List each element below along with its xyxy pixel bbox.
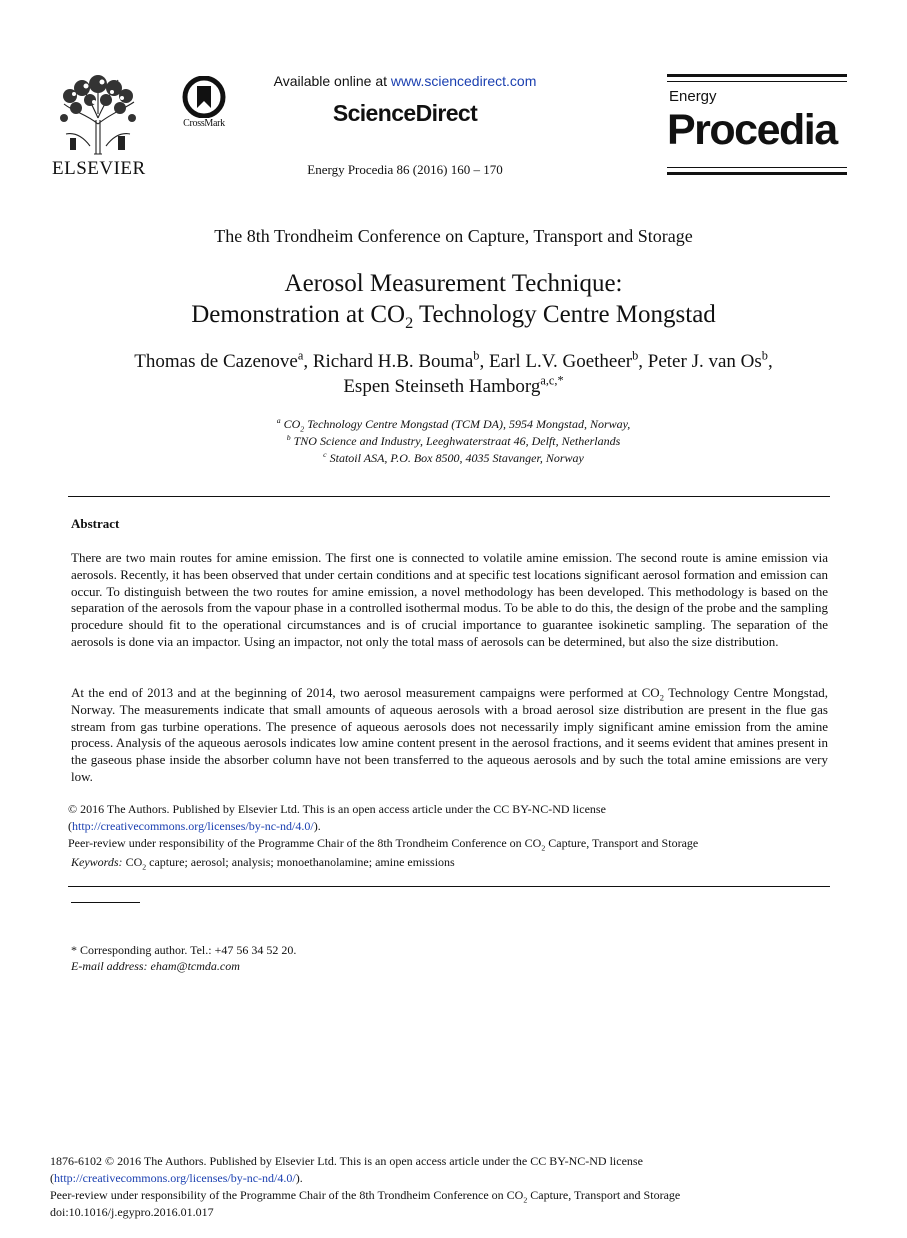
- abstract-p2-subscript: 2: [659, 692, 664, 703]
- section-divider: [68, 886, 830, 887]
- affil-subscript: 2: [300, 424, 305, 434]
- corresponding-author: [71, 942, 296, 974]
- author-name: Espen Steinseth Hamborg: [343, 376, 541, 397]
- abstract-paragraph-1: There are two main routes for amine emission. The first one is connected to volatile amine emission. The second route is amine emission via aerosols. Recently, it has been observed that under certain conditions and at specific test locations significant aerosol formation and emission can occur. To distinguish between the two routes for amine emission, a novel methodology has been developed. This methodology is based on the separation of the aerosols from the vapour phase in a controlled isothermal modus. To be able to do this, the design of the probe and the sampling procedure should fit to the operational circumstances and is of crucial importance to guarantee isokinetic sampling. The separation of the aerosols is done via an impactor. Using an impactor, not only the total mass of aerosols can be determined, but also the size distribution.: [71, 550, 828, 649]
- author-sep: ,: [479, 351, 489, 372]
- affiliation-a: [0, 416, 907, 433]
- available-prefix: Available online at: [273, 73, 391, 89]
- procedia-energy-label: Energy: [669, 88, 717, 105]
- peer-review-pre: Peer-review under responsibility of the Programme Chair of the 8th Trondheim Conference on CO: [68, 836, 542, 850]
- procedia-wordmark: Procedia: [667, 106, 837, 154]
- footer-license-link[interactable]: http://creativecommons.org/licenses/by-nc-nd/4.0/: [54, 1171, 296, 1185]
- footer-peer-review-post: Capture, Transport and Storage: [527, 1188, 681, 1202]
- author-affil-mark: a: [297, 348, 304, 363]
- keywords-label: Keywords:: [71, 855, 123, 869]
- title-line-1: Aerosol Measurement Technique:: [284, 270, 623, 297]
- license-line-2: [68, 818, 838, 835]
- footer-line-3: [50, 1187, 850, 1204]
- author-affil-mark: b: [632, 348, 639, 363]
- logo-rule-bottom: [667, 172, 847, 175]
- email-line: [71, 958, 296, 974]
- logo-rule-bottom-thin: [667, 167, 847, 168]
- affil-mark: a: [276, 416, 281, 425]
- conference-name: The 8th Trondheim Conference on Capture, Transport and Storage: [214, 226, 693, 246]
- affil-text: Statoil ASA, P.O. Box 8500, 4035 Stavanger, Norway: [326, 451, 584, 465]
- footer-subscript: 2: [523, 1195, 528, 1205]
- affil-mark: b: [286, 433, 291, 442]
- crossmark-icon: [176, 76, 232, 118]
- license-line-1: © 2016 The Authors. Published by Elsevier Ltd. This is an open access article under the CC BY-NC-ND license: [68, 802, 606, 816]
- email-label: E-mail address:: [71, 959, 148, 973]
- section-divider: [68, 496, 830, 497]
- keywords: [71, 855, 831, 870]
- license-paren-close: ).: [313, 819, 321, 833]
- license-link[interactable]: http://creativecommons.org/licenses/by-nc-nd/4.0/: [72, 819, 314, 833]
- corresponding-star: *: [557, 373, 564, 388]
- authors-line-2: [0, 374, 907, 399]
- license-paren-open: (: [68, 819, 72, 833]
- footnote-divider: [71, 902, 140, 903]
- footer-peer-review-pre: Peer-review under responsibility of the Programme Chair of the 8th Trondheim Conference on CO: [50, 1188, 524, 1202]
- footer-line-1: 1876-6102 © 2016 The Authors. Published by Elsevier Ltd. This is an open access article under the CC BY-NC-ND license: [50, 1154, 643, 1168]
- author-affil-mark: [540, 374, 563, 388]
- crossmark-label: CrossMark: [183, 118, 225, 129]
- title-subscript: 2: [405, 314, 414, 332]
- author-name: Peter J. van Os: [647, 351, 762, 372]
- sciencedirect-logo: ScienceDirect: [332, 100, 478, 126]
- author-list: [0, 349, 907, 399]
- paper-title: [0, 268, 907, 330]
- footer-doi[interactable]: doi:10.1016/j.egypro.2016.01.017: [50, 1205, 214, 1219]
- keywords-subscript: 2: [142, 862, 147, 872]
- footer-paren-open: (: [50, 1171, 54, 1185]
- license-block: [68, 801, 838, 852]
- sciencedirect-link[interactable]: www.sciencedirect.com: [390, 73, 537, 89]
- page-footer: [50, 1153, 850, 1221]
- footer-paren-close: ).: [295, 1171, 303, 1185]
- elsevier-logo: [52, 74, 144, 178]
- affiliation-c: [0, 450, 907, 467]
- affil-text: TNO Science and Industry, Leeghwaterstraat 46, Delft, Netherlands: [290, 434, 621, 448]
- energy-procedia-logo: [667, 74, 847, 178]
- abstract-heading: Abstract: [71, 516, 120, 531]
- crossmark-badge[interactable]: [176, 76, 232, 134]
- affil-mark: c: [323, 450, 327, 459]
- peer-review-subscript: 2: [541, 843, 546, 853]
- peer-review-post: Capture, Transport and Storage: [545, 836, 699, 850]
- author-name: Thomas de Cazenove: [134, 351, 298, 372]
- keywords-post: capture; aerosol; analysis; monoethanolamine; amine emissions: [146, 855, 455, 869]
- logo-rule-top-thin: [667, 81, 847, 82]
- authors-line-1: [0, 349, 907, 374]
- title-line-2-pre: Demonstration at CO: [191, 301, 406, 328]
- author-name: Earl L.V. Goetheer: [488, 351, 633, 372]
- elsevier-tree-icon: [56, 74, 140, 156]
- abstract-paragraph-2: [71, 685, 828, 786]
- email-address[interactable]: eham@tcmda.com: [147, 959, 240, 973]
- affil-text: Technology Centre Mongstad (TCM DA), 5954 Mongstad, Norway,: [304, 417, 631, 431]
- affiliations: [0, 416, 907, 467]
- footer-line-2: [50, 1170, 850, 1187]
- author-affil-letters: a,c,: [540, 373, 558, 388]
- journal-reference: Energy Procedia 86 (2016) 160 – 170: [307, 162, 503, 177]
- abstract-p2-post: Technology Centre Mongstad, Norway. The measurements indicate that small amounts of aqueous aerosols with a broad aerosol size distribution are present in the flue gas stream from gas turbine operations. The presence of aqueous aerosols does not necessarily imply significant amine emission from the amine process. Analysis of the aqueous aerosols indicates low amine content present in the aerosol fractions, and it seems evident that amines present in the gaseous phase inside the absorber column have not been transferred to the aqueous aerosols and by such the total amine emissions are very low.: [71, 685, 828, 784]
- logo-rule-top: [667, 74, 847, 77]
- author-name: Richard H.B. Bouma: [312, 351, 474, 372]
- abstract-p2-pre: At the end of 2013 and at the beginning of 2014, two aerosol measurement campaigns were performed at CO: [71, 685, 660, 700]
- available-online: [230, 73, 580, 89]
- corresponding-line: * Corresponding author. Tel.: +47 56 34 52 20.: [71, 943, 297, 957]
- author-sep: ,: [303, 351, 313, 372]
- license-line-3: [68, 835, 838, 852]
- title-line-2: [0, 299, 907, 330]
- author-affil-mark: b: [761, 348, 768, 363]
- title-line-2-post: Technology Centre Mongstad: [413, 301, 716, 328]
- elsevier-wordmark: ELSEVIER: [52, 158, 146, 179]
- author-sep: ,: [638, 351, 648, 372]
- affil-text: CO: [280, 417, 301, 431]
- keywords-pre: CO: [122, 855, 143, 869]
- author-sep: ,: [767, 351, 773, 372]
- affiliation-b: [0, 433, 907, 450]
- author-affil-mark: b: [473, 348, 480, 363]
